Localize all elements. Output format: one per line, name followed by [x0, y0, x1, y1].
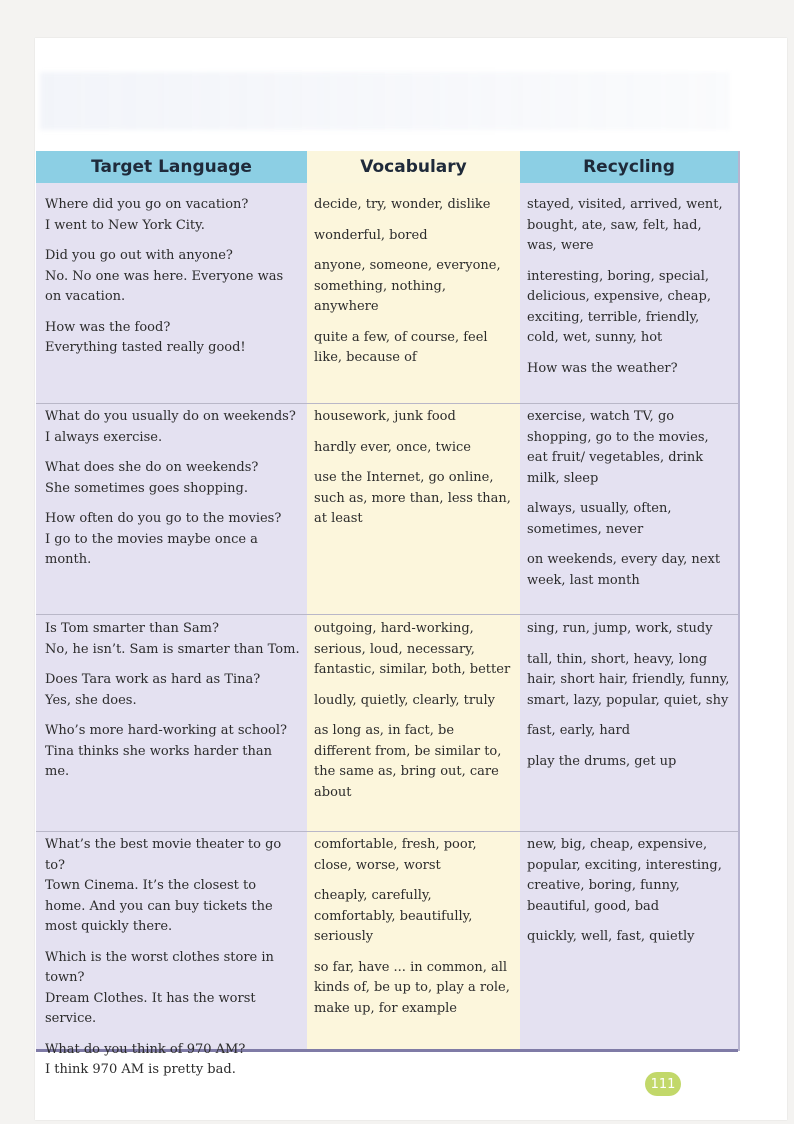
vocabulary-cell	[314, 195, 514, 379]
cell-entry: What’s the best movie theater to go to? Town Cinema. It’s the closest to home. And you can buy tickets the most quickly there.	[45, 837, 282, 934]
cell-entry: housework, junk food	[314, 409, 456, 424]
row-separator	[36, 831, 738, 832]
recycling-cell	[527, 835, 732, 958]
header-target-language: Target Language	[36, 151, 307, 183]
recycling-cell	[527, 619, 732, 782]
recycling-cell	[527, 195, 732, 389]
row-separator	[36, 403, 738, 404]
cell-entry: so far, have ... in common, all kinds of, be up to, play a role, make up, for example	[314, 959, 510, 1016]
cell-entry: use the Internet, go online, such as, more than, less than, at least	[314, 470, 511, 526]
vocabulary-cell	[314, 407, 514, 540]
cell-entry: anyone, someone, everyone, something, nothing, anywhere	[314, 258, 501, 314]
vocabulary-cell	[314, 835, 514, 1029]
faded-heading-bleed	[40, 72, 730, 130]
cell-entry: hardly ever, once, twice	[314, 439, 471, 455]
cell-entry: Who’s more hard-working at school? Tina thinks she works harder than me.	[45, 723, 287, 779]
cell-entry: sing, run, jump, work, study	[527, 621, 713, 636]
cell-entry: How was the food? Everything tasted really good!	[45, 319, 246, 355]
header-recycling: Recycling	[520, 151, 738, 183]
cell-entry: Which is the worst clothes store in town? Dream Clothes. It has the worst service.	[45, 949, 274, 1026]
recycling-cell	[527, 407, 732, 601]
cell-entry: fast, early, hard	[527, 723, 631, 738]
vocabulary-cell	[314, 619, 514, 813]
cell-entry: What does she do on weekends? She sometimes goes shopping.	[45, 460, 259, 496]
cell-entry: outgoing, hard-working, serious, loud, necessary, fantastic, similar, both, better	[314, 621, 511, 677]
cell-entry: Did you go out with anyone? No. No one was here. Everyone was on vacation.	[45, 248, 284, 304]
cell-entry: stayed, visited, arrived, went, bought, ate, saw, felt, had, was, were	[527, 197, 723, 253]
header-vocabulary: Vocabulary	[307, 151, 520, 183]
cell-entry: tall, thin, short, heavy, long hair, short hair, friendly, funny, smart, lazy, popular, quiet, shy	[527, 651, 730, 708]
cell-entry: Where did you go on vacation? I went to New York City.	[45, 197, 249, 233]
target-language-cell	[45, 407, 300, 581]
target-language-cell	[45, 195, 300, 369]
cell-entry: quite a few, of course, feel like, because of	[314, 329, 488, 365]
cell-entry: wonderful, bored	[314, 227, 428, 243]
cell-entry: How was the weather?	[527, 360, 678, 376]
cell-entry: loudly, quietly, clearly, truly	[314, 692, 495, 708]
cell-entry: interesting, boring, special, delicious, expensive, cheap, exciting, terrible, friendly, cold, wet, sunny, hot	[527, 268, 711, 345]
cell-entry: on weekends, every day, next week, last month	[527, 552, 721, 588]
cell-entry: Is Tom smarter than Sam? No, he isn’t. Sam is smarter than Tom.	[45, 621, 300, 657]
target-language-cell	[45, 835, 300, 1091]
page-number-badge: 111	[645, 1072, 681, 1096]
cell-entry: play the drums, get up	[527, 753, 677, 769]
cell-entry: Does Tara work as hard as Tina? Yes, she does.	[45, 672, 261, 708]
cell-entry: exercise, watch TV, go shopping, go to the movies, eat fruit/ vegetables, drink milk, sleep	[527, 409, 709, 486]
cell-entry: as long as, in fact, be different from, be similar to, the same as, bring out, care about	[314, 723, 502, 800]
cell-entry: decide, try, wonder, dislike	[314, 197, 491, 212]
cell-entry: always, usually, often, sometimes, never	[527, 501, 672, 537]
cell-entry: new, big, cheap, expensive, popular, exciting, interesting, creative, boring, funny, beautiful, good, bad	[527, 837, 722, 914]
cell-entry: cheaply, carefully, comfortably, beautifully, seriously	[314, 888, 473, 944]
cell-entry: What do you usually do on weekends? I always exercise.	[45, 409, 296, 445]
language-summary-table	[36, 151, 740, 1077]
target-language-cell	[45, 619, 300, 793]
cell-entry: What do you think of 970 AM? I think 970 AM is pretty bad.	[45, 1041, 246, 1077]
row-separator	[36, 614, 738, 615]
cell-entry: comfortable, fresh, poor, close, worse, worst	[314, 837, 477, 873]
cell-entry: How often do you go to the movies? I go to the movies maybe once a month.	[45, 511, 282, 567]
cell-entry: quickly, well, fast, quietly	[527, 929, 695, 944]
